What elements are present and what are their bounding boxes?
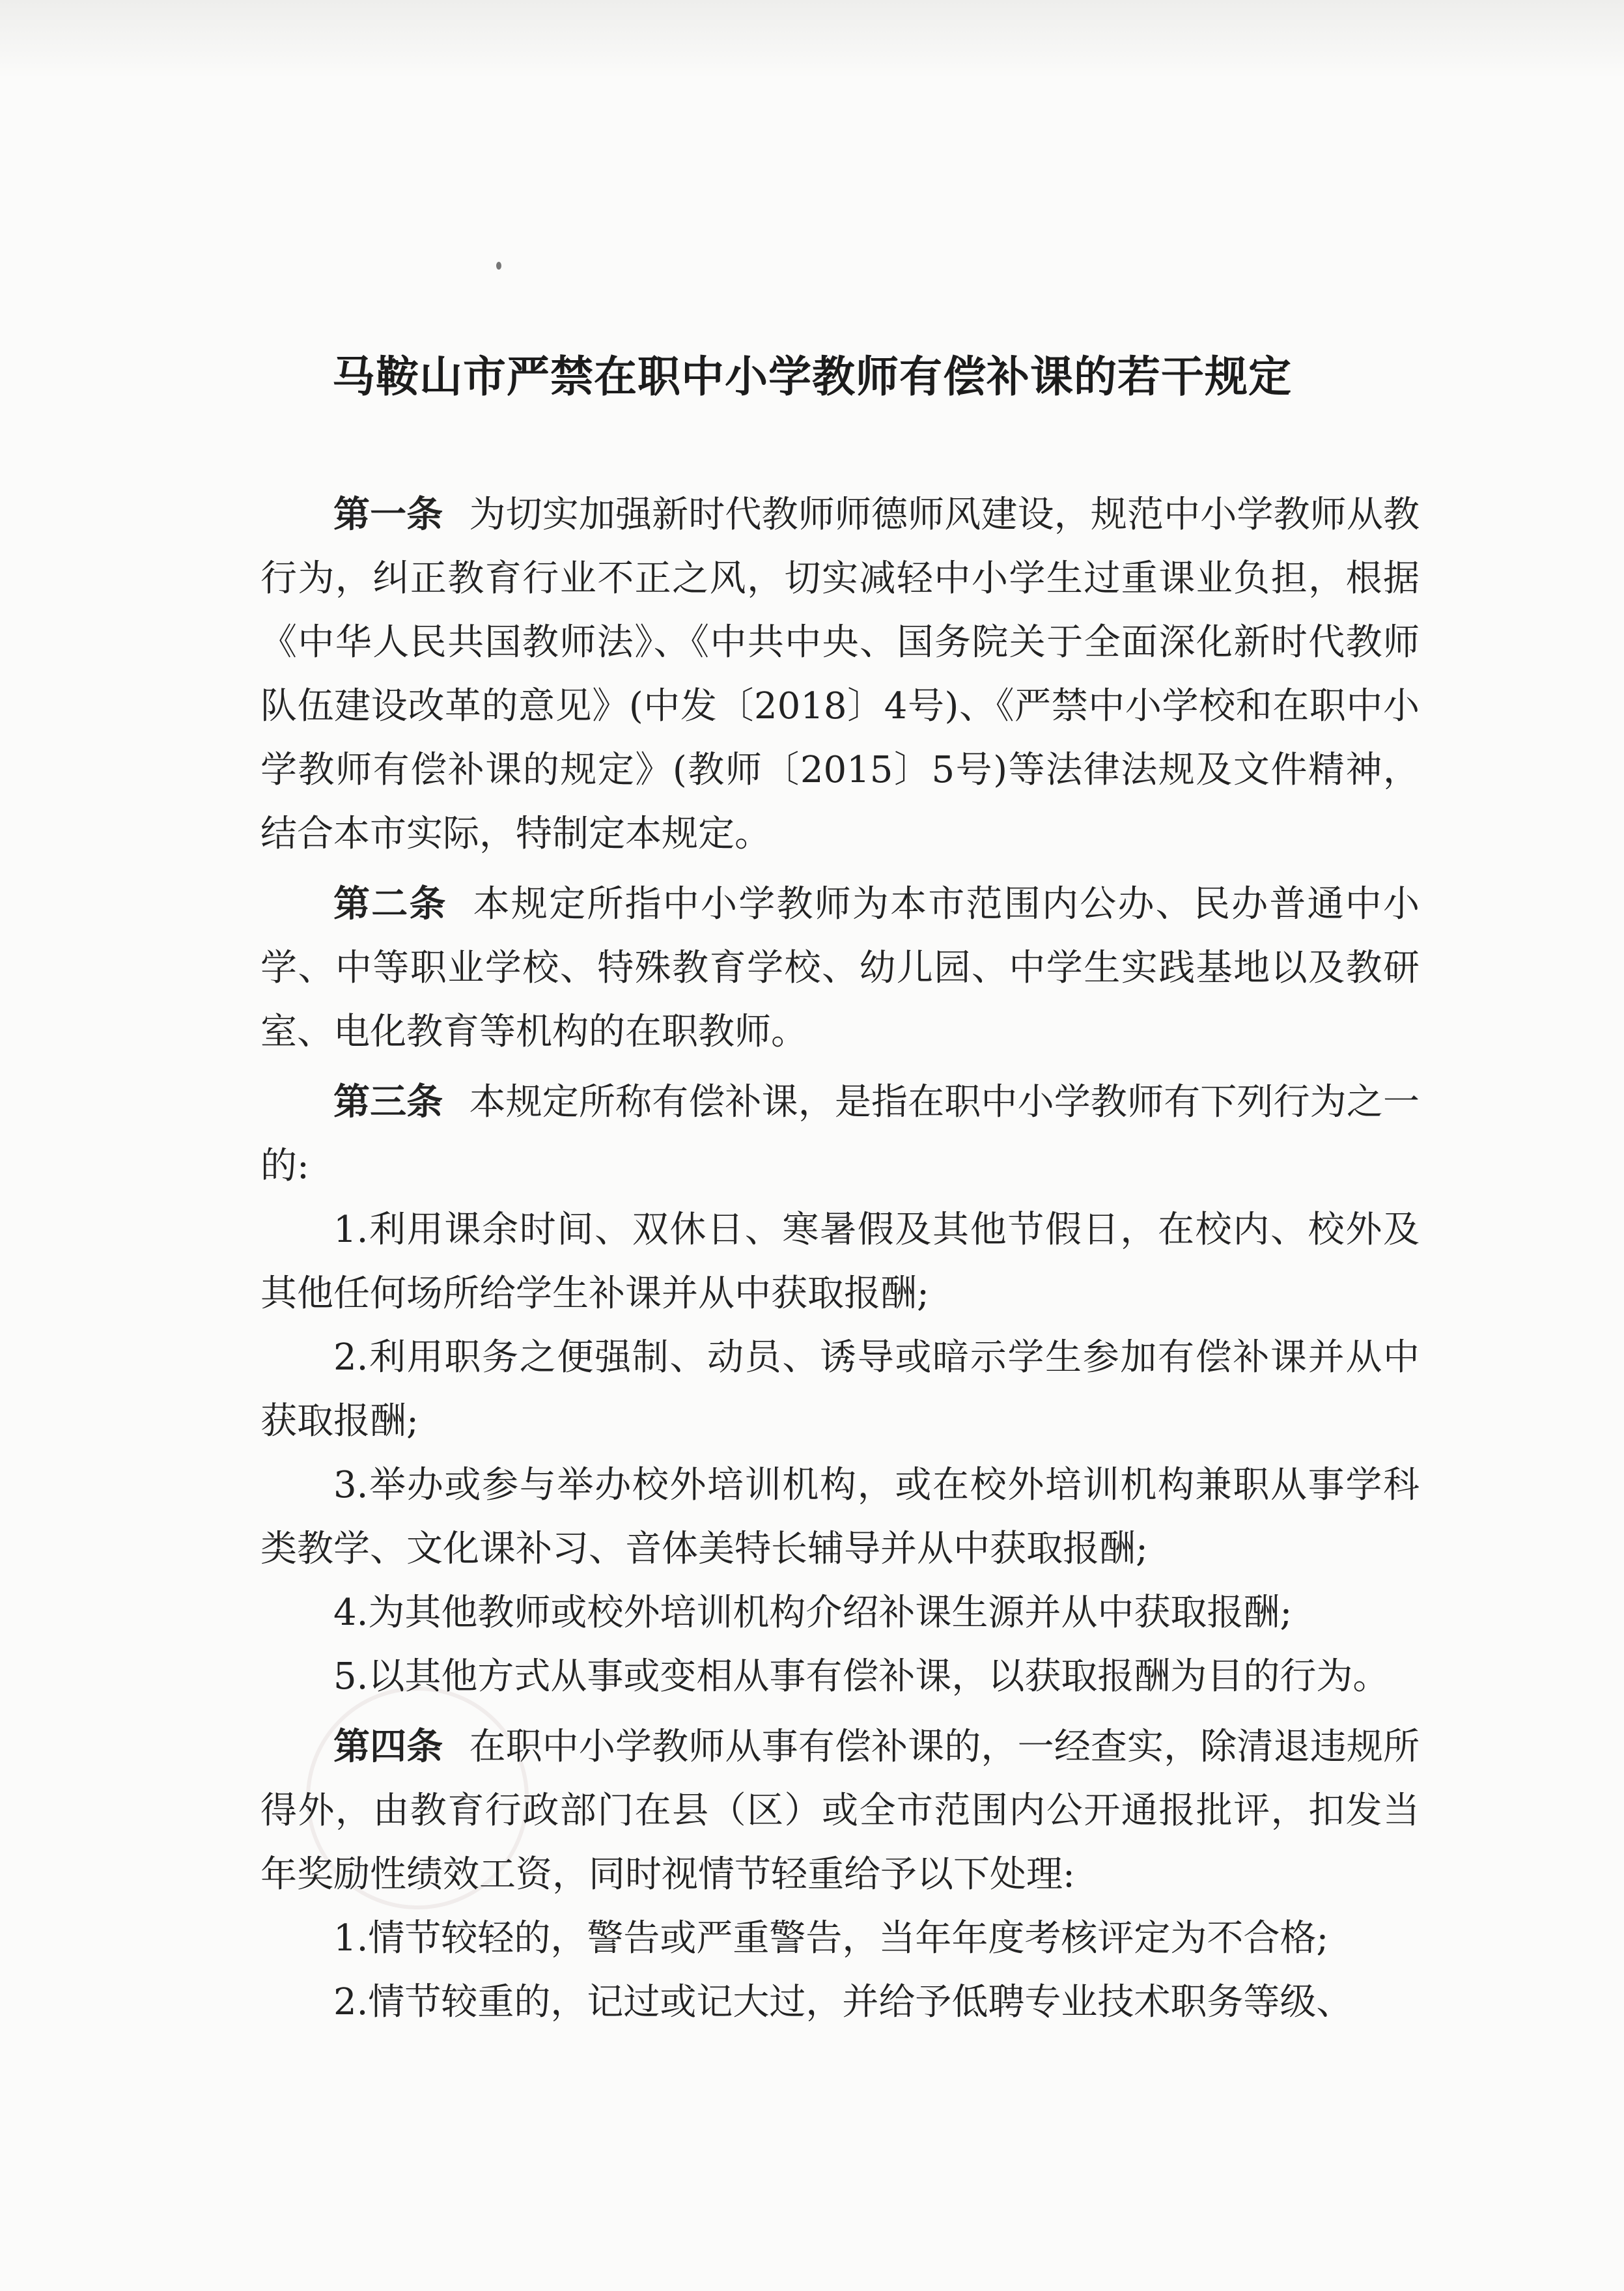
document-title: 马鞍山市严禁在职中小学教师有偿补课的若干规定 [332,351,1292,402]
article-3-label: 第三条 [333,1081,443,1123]
list-item: 1.情节较轻的，警告或严重警告，当年年度考核评定为不合格; [333,1917,1329,1960]
article-4-label: 第四条 [333,1726,443,1768]
scan-speck [496,262,501,270]
article-1-text: 为切实加强新时代教师师德师风建设，规范中小学教师从教行为，纠正教育行业不正之风，切实减轻中小学生过重课业负担，根据《中华人民共国教师法》、《中共中央、国务院关于全面深化新时代教师队伍建设改革的意见》(中发〔2018〕4号)、《严禁中小学校和在职中小学教师有偿补课的规定》(教师〔2015〕5号)等法律法规及文件精神，结合本市实际，特制定本规定。 [260,494,1420,855]
list-item: 1.利用课余时间、双休日、寒暑假及其他节假日，在校内、校外及其他任何场所给学生补课并从中获取报酬; [260,1209,1420,1315]
article-3 [260,1071,1420,1198]
list-item: 3.举办或参与举办校外培训机构，或在校外培训机构兼职从事学科类教学、文化课补习、音体美特长辅导并从中获取报酬; [260,1464,1420,1570]
scan-shadow [0,0,1624,78]
document-body [260,483,1420,2034]
article-2-text: 本规定所指中小学教师为本市范围内公办、民办普通中小学、中等职业学校、特殊教育学校、幼儿园、中学生实践基地以及教研室、电化教育等机构的在职教师。 [260,883,1420,1053]
list-item: 5.以其他方式从事或变相从事有偿补课，以获取报酬为目的行为。 [333,1655,1390,1698]
article-4-text: 在职中小学教师从事有偿补课的，一经查实，除清退违规所得外，由教育行政部门在县（区）或全市范围内公开通报批评，扣发当年奖励性绩效工资，同时视情节轻重给予以下处理: [260,1726,1420,1896]
list-item: 2.利用职务之便强制、动员、诱导或暗示学生参加有偿补课并从中获取报酬; [260,1336,1420,1442]
article-1 [260,483,1420,866]
article-3-text: 本规定所称有偿补课，是指在职中小学教师有下列行为之一的: [260,1081,1420,1187]
article-2-label: 第二条 [333,883,447,925]
article-4 [260,1715,1420,1907]
list-item: 2.情节较重的，记过或记大过，并给予低聘专业技术职务等级、 [333,1981,1353,2023]
article-1-label: 第一条 [333,494,443,536]
article-2 [260,873,1420,1064]
list-item: 4.为其他教师或校外培训机构介绍补课生源并从中获取报酬; [333,1592,1293,1634]
